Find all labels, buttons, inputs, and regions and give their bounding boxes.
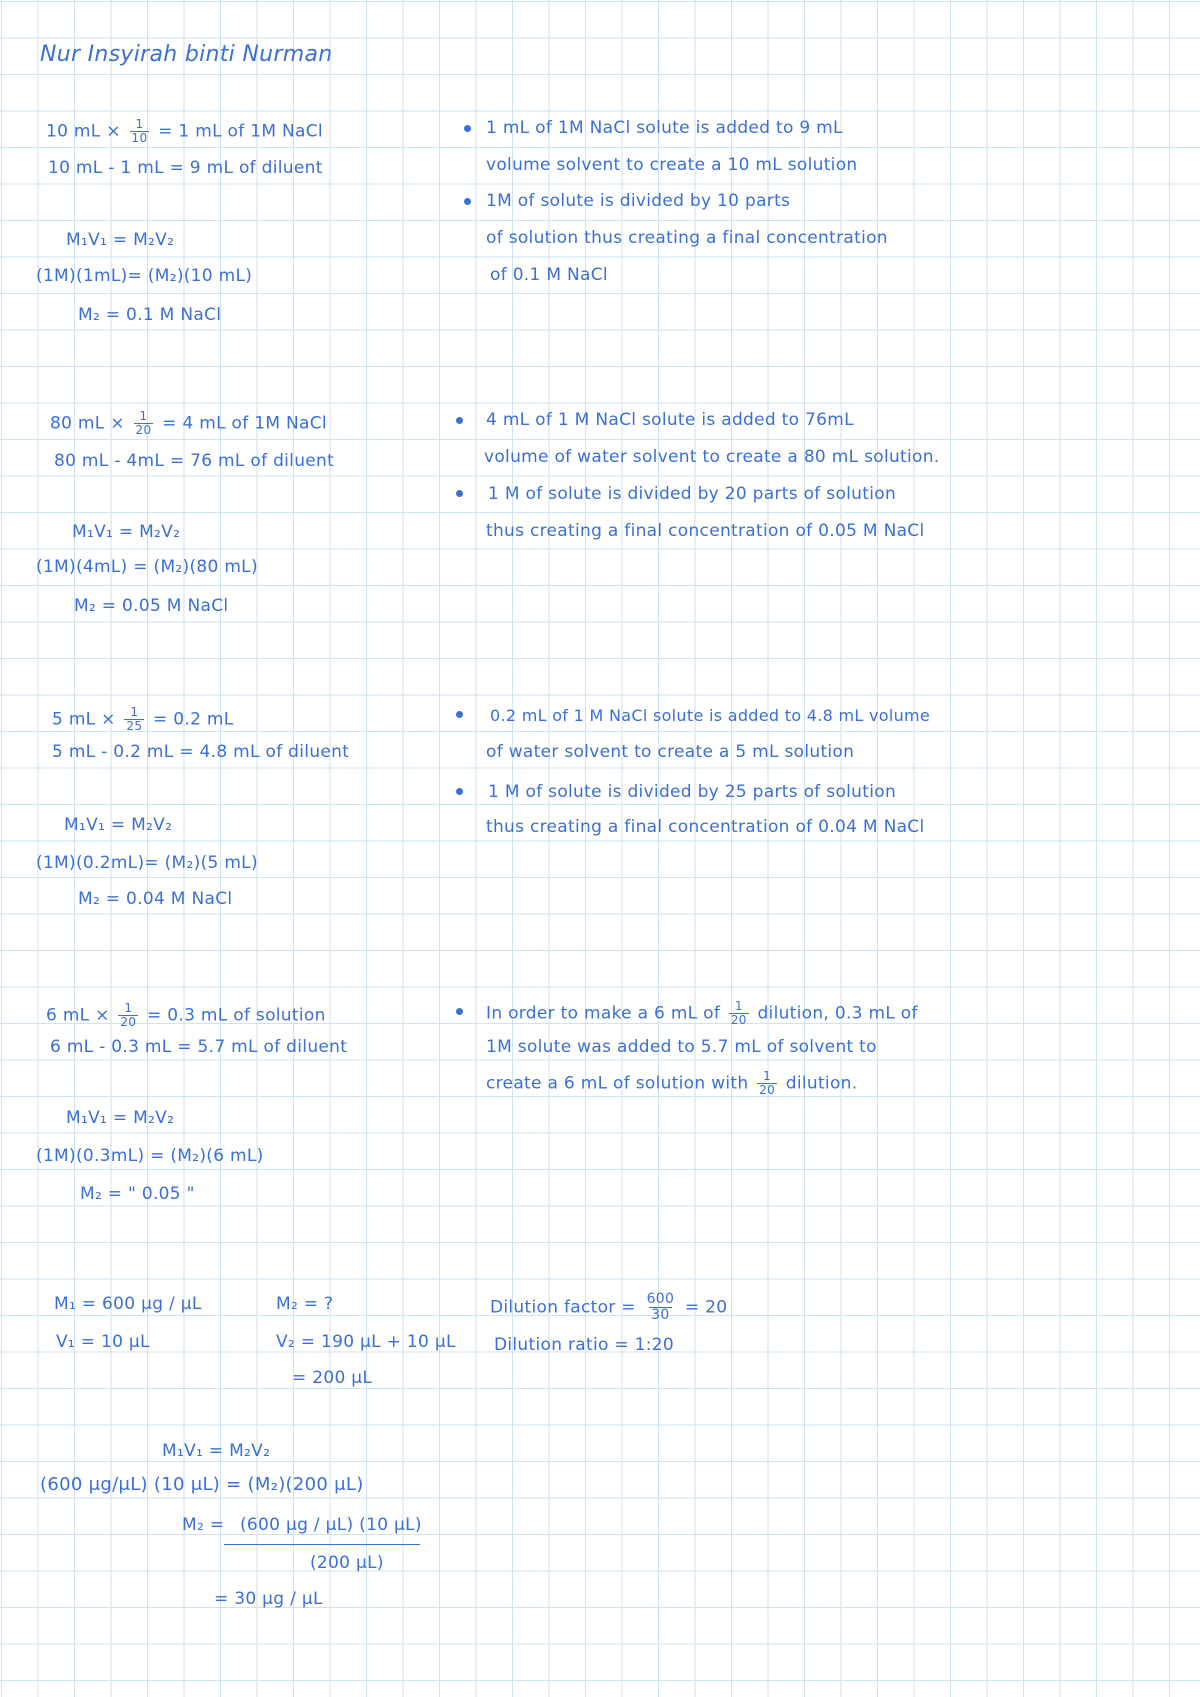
fraction: $\frac{1}{20}$	[730, 999, 747, 1027]
bullet-dot	[464, 198, 471, 205]
note-1-line-3	[486, 1070, 857, 1097]
equation-1: M₁V₁ = M₂V₂	[64, 815, 173, 835]
bullet-dot	[456, 788, 463, 795]
bullet-dot	[456, 711, 463, 718]
calc-line-a	[52, 706, 234, 733]
calc-pre: 5 mL ×	[52, 709, 116, 730]
note-2-line-2: thus creating a final concentration of 0.04 M NaCl	[486, 817, 925, 837]
equation-2: (1M)(0.3mL) = (M₂)(6 mL)	[36, 1146, 264, 1166]
note-1-line-2: of water solvent to create a 5 mL solution	[486, 742, 855, 762]
calc-post: = 0.3 mL of solution	[147, 1005, 326, 1026]
note-text: dilution, 0.3 mL of	[757, 1003, 918, 1024]
note-2-line-3: of 0.1 M NaCl	[490, 265, 608, 285]
note-text: dilution.	[785, 1073, 858, 1094]
note-2-line-1: 1 M of solute is divided by 25 parts of solution	[488, 782, 897, 802]
calc-pre: 80 mL ×	[50, 413, 125, 434]
calc-post: = 4 mL of 1M NaCl	[162, 413, 327, 434]
equation-1: M₁V₁ = M₂V₂	[66, 1108, 175, 1128]
calc-line-a	[46, 118, 323, 145]
dilution-factor-label: Dilution factor =	[490, 1297, 636, 1318]
fraction-bar	[224, 1544, 420, 1545]
equation-1: M₁V₁ = M₂V₂	[72, 522, 181, 542]
dilution-factor-result: = 20	[684, 1297, 728, 1318]
note-1-line-2: 1M solute was added to 5.7 mL of solvent to	[486, 1037, 877, 1057]
equation-2: (600 μg/μL) (10 μL) = (M₂)(200 μL)	[40, 1474, 364, 1495]
dilution-ratio: Dilution ratio = 1:20	[494, 1335, 675, 1355]
equation-1: M₁V₁ = M₂V₂	[162, 1441, 271, 1461]
equation-4: = 30 μg / μL	[214, 1589, 323, 1609]
note-1-line-1: 4 mL of 1 M NaCl solute is added to 76mL	[486, 410, 854, 430]
equation-3-denominator: (200 μL)	[310, 1553, 384, 1573]
note-1-line-2: volume of water solvent to create a 80 mL solution.	[484, 447, 940, 467]
calc-line-b: 80 mL - 4mL = 76 mL of diluent	[54, 451, 335, 471]
note-text: In order to make a 6 mL of	[486, 1003, 721, 1024]
fraction: $\frac{1}{10}$	[131, 117, 148, 145]
given-v2: V₂ = 190 μL + 10 μL	[276, 1332, 456, 1352]
fraction: $\frac{1}{20}$	[759, 1069, 776, 1097]
author-name: Nur Insyirah binti Nurman	[40, 42, 333, 67]
bullet-dot	[464, 125, 471, 132]
note-2-line-2: thus creating a final concentration of 0.05 M NaCl	[486, 521, 925, 541]
calc-line-b: 6 mL - 0.3 mL = 5.7 mL of diluent	[50, 1037, 348, 1057]
equation-3-lhs: M₂ =	[182, 1515, 225, 1535]
calc-line-b: 5 mL - 0.2 mL = 4.8 mL of diluent	[52, 742, 350, 762]
calc-post: = 1 mL of 1M NaCl	[158, 121, 323, 142]
given-m1: M₁ = 600 μg / μL	[54, 1294, 202, 1314]
fraction: $\frac{1}{20}$	[135, 409, 152, 437]
note-1-line-1	[486, 1000, 918, 1027]
equation-2: (1M)(0.2mL)= (M₂)(5 mL)	[36, 853, 258, 873]
note-1-line-1: 1 mL of 1M NaCl solute is added to 9 mL	[486, 118, 843, 138]
calc-line-b: 10 mL - 1 mL = 9 mL of diluent	[48, 158, 323, 178]
note-text: create a 6 mL of solution with	[486, 1073, 749, 1094]
fraction: $\frac{600}{30}$	[646, 1291, 675, 1323]
dilution-factor	[490, 1292, 727, 1323]
fraction: $\frac{1}{20}$	[120, 1001, 137, 1029]
bullet-dot	[456, 417, 463, 424]
bullet-dot	[456, 490, 463, 497]
note-1-line-1: 0.2 mL of 1 M NaCl solute is added to 4.8 mL volume	[490, 706, 931, 725]
equation-2: (1M)(4mL) = (M₂)(80 mL)	[36, 557, 258, 577]
calc-pre: 6 mL ×	[46, 1005, 110, 1026]
calc-line-a	[50, 410, 327, 437]
equation-3: M₂ = 0.1 M NaCl	[78, 305, 222, 325]
note-2-line-1: 1 M of solute is divided by 20 parts of solution	[488, 484, 897, 504]
given-m2: M₂ = ?	[276, 1294, 334, 1314]
bullet-dot	[456, 1008, 463, 1015]
equation-3: M₂ = " 0.05 "	[80, 1184, 195, 1204]
calc-line-a	[46, 1002, 326, 1029]
equation-3: M₂ = 0.05 M NaCl	[74, 596, 229, 616]
given-v1: V₁ = 10 μL	[56, 1332, 150, 1352]
given-v2-total: = 200 μL	[292, 1368, 373, 1388]
equation-3: M₂ = 0.04 M NaCl	[78, 889, 233, 909]
equation-2: (1M)(1mL)= (M₂)(10 mL)	[36, 266, 253, 286]
calc-post: = 0.2 mL	[153, 709, 234, 730]
calc-pre: 10 mL ×	[46, 121, 121, 142]
equation-1: M₁V₁ = M₂V₂	[66, 230, 175, 250]
note-2-line-1: 1M of solute is divided by 10 parts	[486, 191, 791, 211]
note-2-line-2: of solution thus creating a final concentration	[486, 228, 888, 248]
fraction: $\frac{1}{25}$	[126, 705, 143, 733]
note-1-line-2: volume solvent to create a 10 mL solution	[486, 155, 858, 175]
equation-3-numerator: (600 μg / μL) (10 μL)	[240, 1515, 422, 1535]
